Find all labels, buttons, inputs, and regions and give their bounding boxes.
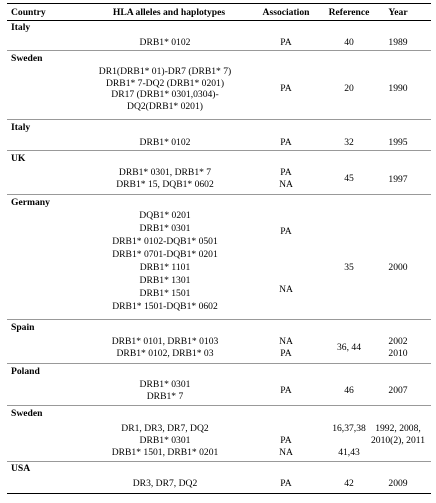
row-allele: DRB1* 0101, DRB1* 0103 (111, 336, 219, 347)
row-country: Germany (11, 197, 50, 208)
row-allele: DRB1* 0102 (139, 137, 191, 148)
row-reference: 46 (344, 385, 354, 396)
row-year: 1997 (388, 174, 408, 185)
row-association: PA (280, 435, 292, 446)
row-country: Sweden (11, 408, 43, 419)
header-reference: Reference (328, 7, 370, 18)
row-allele: DRB1* 1501, DRB1* 0201 (111, 447, 219, 458)
row-allele: DRB1* 15, DQB1* 0602 (116, 179, 214, 190)
table-bottom-rule (7, 493, 431, 494)
row-divider (7, 461, 431, 462)
row-association: PA (280, 478, 292, 489)
row-reference: 35 (344, 262, 354, 273)
row-year: 1992, 2008, (375, 423, 421, 434)
row-allele: DRB1* 0701-DQB1* 0201 (112, 249, 218, 260)
row-reference: 32 (344, 137, 354, 148)
row-association: PA (280, 167, 292, 178)
row-country: Spain (11, 322, 35, 333)
row-allele: DRB1* 0301 (139, 379, 191, 390)
row-country: Poland (11, 366, 40, 377)
row-divider (7, 405, 431, 406)
row-reference: 41,43 (338, 447, 360, 458)
table-top-rule (7, 3, 431, 4)
row-allele: DQB1* 0201 (139, 210, 191, 221)
row-allele: DRB1* 7 (146, 391, 184, 402)
row-association: NA (279, 179, 293, 190)
row-divider (7, 194, 431, 195)
row-association: PA (280, 226, 292, 237)
row-allele: DRB1* 1101 (139, 262, 191, 273)
row-association: PA (280, 348, 292, 359)
row-reference: 45 (344, 173, 354, 184)
row-allele: DRB1* 0301, DRB1* 7 (118, 167, 212, 178)
row-divider (7, 363, 431, 364)
row-allele: DRB1* 7-DQ2 (DRB1* 0201) (105, 78, 225, 89)
row-allele: DR17 (DRB1* 0301,0304)- (111, 89, 219, 100)
row-divider (7, 319, 431, 320)
row-allele: DR3, DR7, DQ2 (132, 478, 198, 489)
row-divider (7, 50, 431, 51)
row-year: 2010(2), 2011 (370, 435, 426, 446)
row-allele: DR1, DR3, DR7, DQ2 (121, 423, 209, 434)
row-year: 2002 (388, 336, 408, 347)
row-allele: DRB1* 1301 (139, 275, 191, 286)
row-allele: DRB1* 0301 (139, 435, 191, 446)
header-association: Association (262, 7, 310, 18)
row-reference: 36, 44 (337, 342, 361, 353)
row-year: 1995 (388, 137, 408, 148)
row-association: NA (279, 336, 293, 347)
row-country: USA (11, 463, 31, 474)
row-allele: DRB1* 0301 (139, 223, 191, 234)
row-reference: 16,37,38 (332, 423, 366, 434)
row-association: NA (279, 447, 293, 458)
row-reference: 40 (344, 37, 354, 48)
row-allele: DRB1* 0102, DRB1* 03 (116, 348, 214, 359)
row-year: 2010 (388, 348, 408, 359)
header-country: Country (11, 7, 46, 18)
row-country: Italy (11, 122, 31, 133)
row-association: PA (280, 83, 292, 94)
row-divider (7, 119, 431, 120)
row-year: 2009 (388, 478, 408, 489)
row-year: 1989 (388, 37, 408, 48)
row-year: 2007 (388, 385, 408, 396)
row-association: NA (279, 284, 293, 295)
row-country: Italy (11, 22, 31, 33)
row-allele: DQ2(DRB1* 0201) (127, 101, 203, 112)
row-country: UK (11, 153, 26, 164)
row-association: PA (280, 137, 292, 148)
header-year: Year (388, 7, 408, 18)
row-association: PA (280, 385, 292, 396)
header-rule (7, 20, 431, 21)
row-allele: DR1(DRB1* 01)-DR7 (DRB1* 7) (98, 66, 232, 77)
row-reference: 42 (344, 478, 354, 489)
row-reference: 20 (344, 83, 354, 94)
row-allele: DRB1* 0102-DQB1* 0501 (112, 236, 218, 247)
row-allele: DRB1* 0102 (139, 37, 191, 48)
header-alleles: HLA alleles and haplotypes (112, 7, 226, 18)
row-year: 2000 (388, 262, 408, 273)
row-allele: DRB1* 1501 (139, 288, 191, 299)
row-divider (7, 150, 431, 151)
row-year: 1990 (388, 83, 408, 94)
row-country: Sweden (11, 53, 43, 64)
row-allele: DRB1* 1501-DQB1* 0602 (112, 301, 218, 312)
row-association: PA (280, 37, 292, 48)
